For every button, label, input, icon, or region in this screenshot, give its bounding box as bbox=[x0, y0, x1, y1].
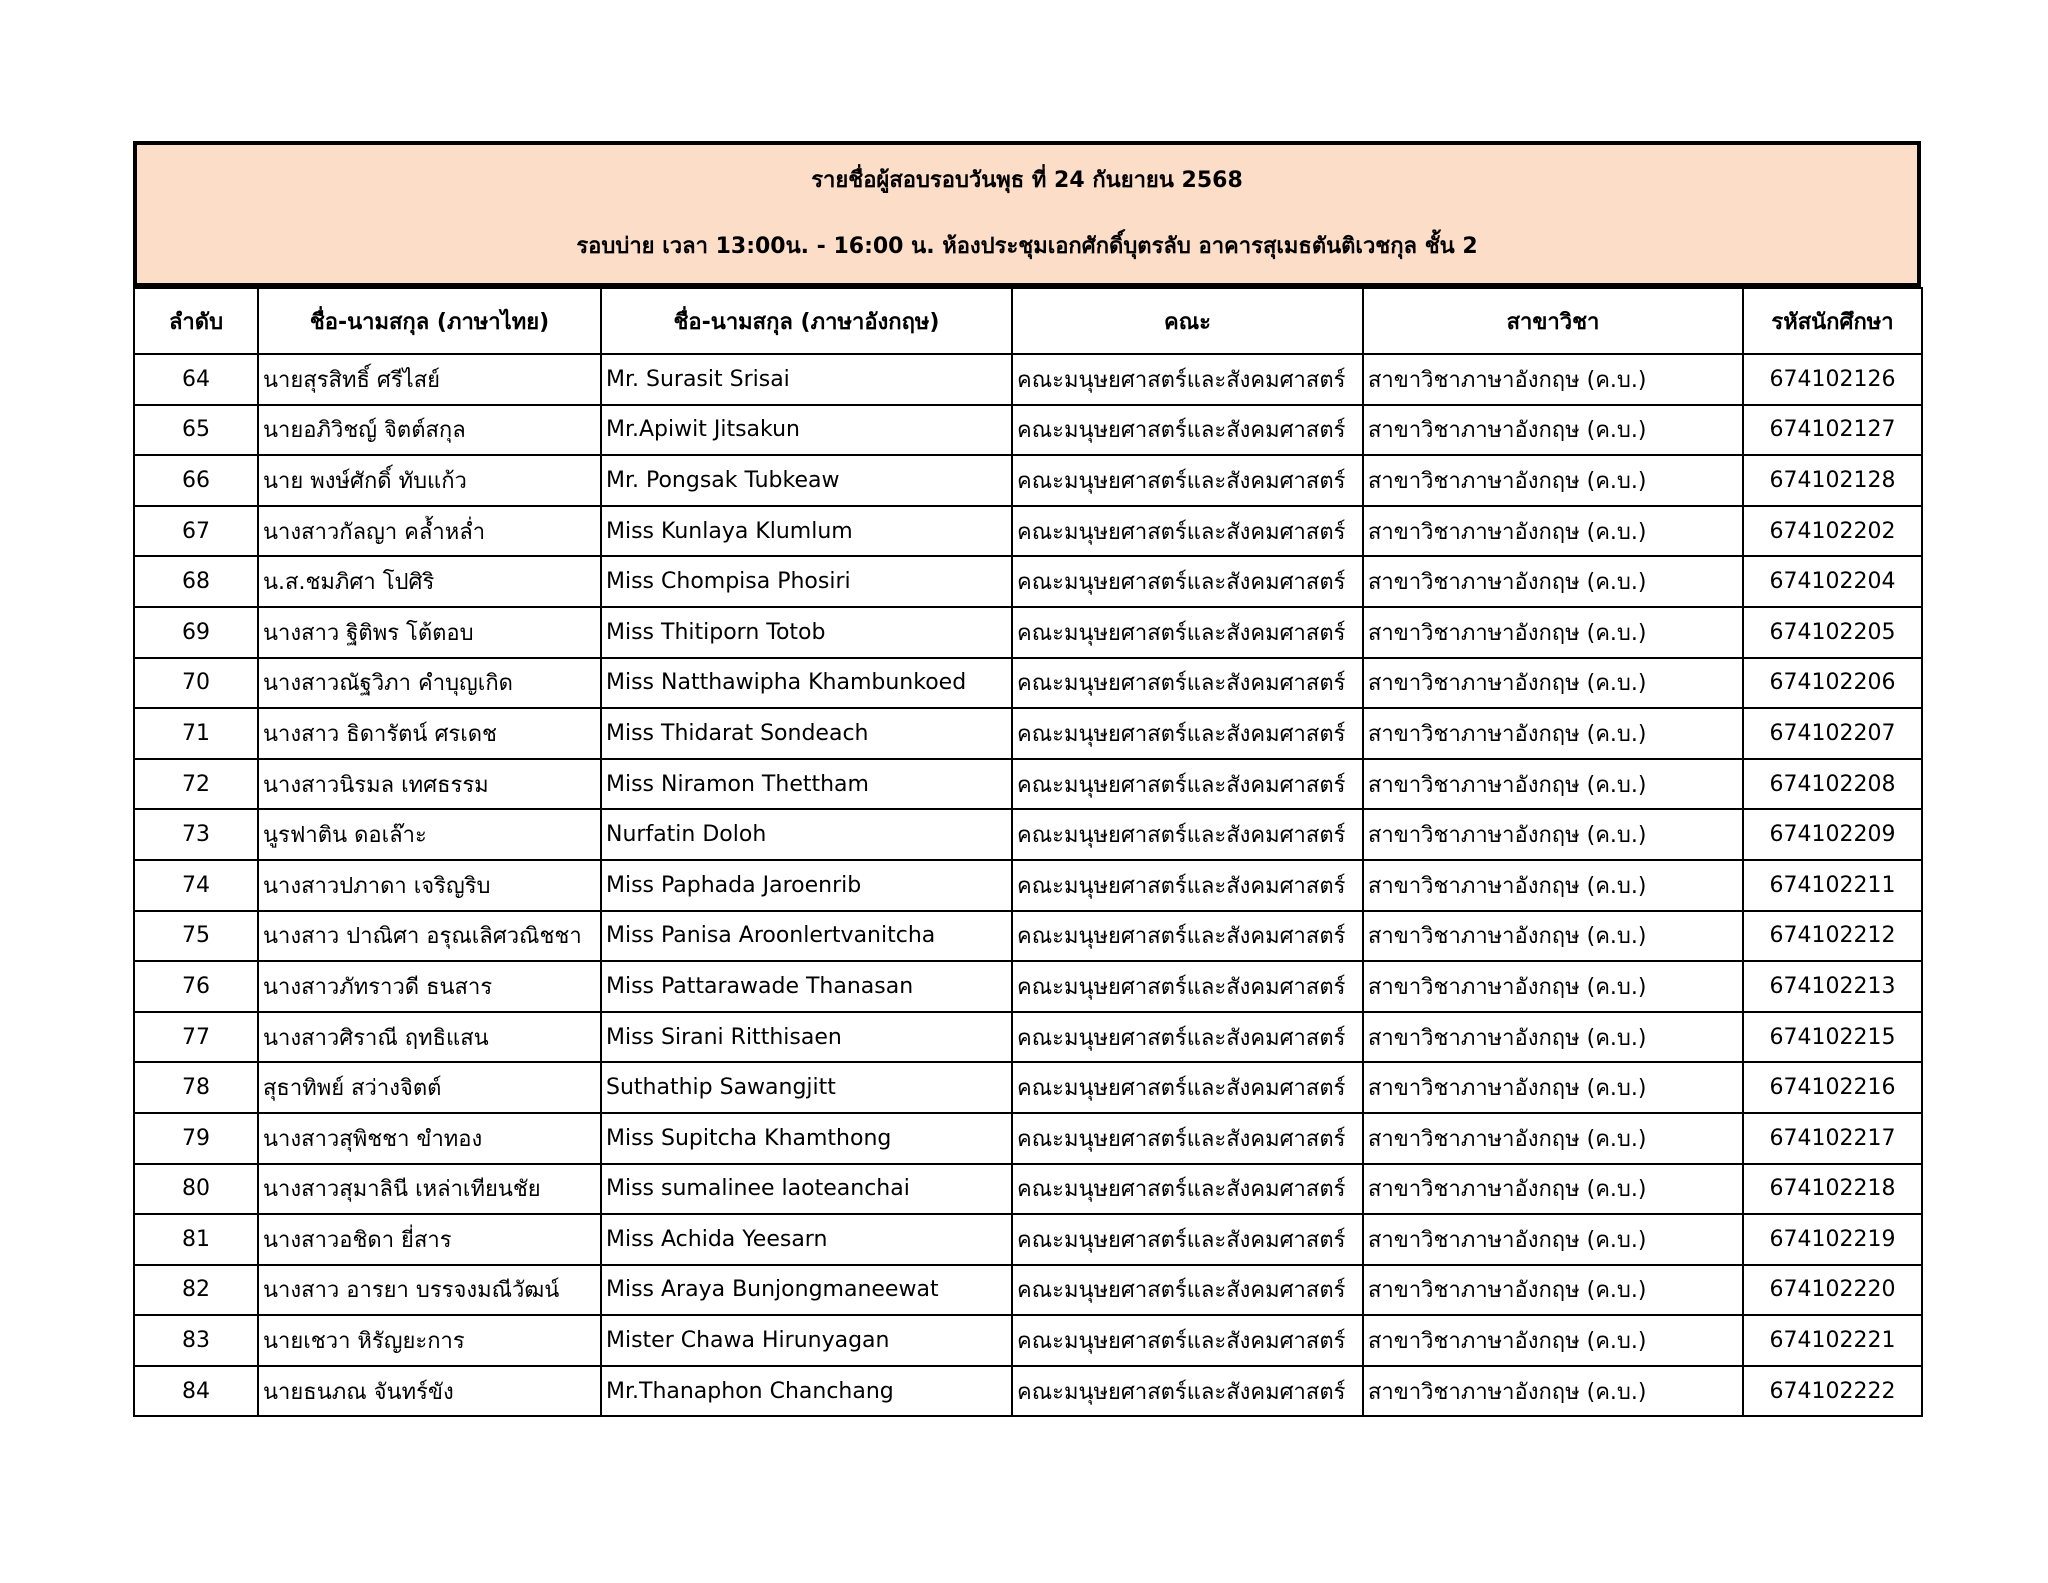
student-name-thai: สุธาทิพย์ สว่างจิตต์ bbox=[258, 1062, 601, 1113]
major-cell: สาขาวิชาภาษาอังกฤษ (ค.บ.) bbox=[1363, 1012, 1743, 1063]
student-id-cell: 674102206 bbox=[1743, 658, 1922, 709]
student-name-english: Miss sumalinee laoteanchai bbox=[601, 1164, 1012, 1215]
column-header-number: ลำดับ bbox=[134, 288, 258, 354]
student-id-cell: 674102221 bbox=[1743, 1315, 1922, 1366]
student-id-cell: 674102220 bbox=[1743, 1265, 1922, 1316]
column-header-name-english: ชื่อ-นามสกุล (ภาษาอังกฤษ) bbox=[601, 288, 1012, 354]
major-cell: สาขาวิชาภาษาอังกฤษ (ค.บ.) bbox=[1363, 1315, 1743, 1366]
student-id-cell: 674102218 bbox=[1743, 1164, 1922, 1215]
student-name-thai: นายสุรสิทธิ์ ศรีไสย์ bbox=[258, 354, 601, 405]
student-name-thai: นางสาว อารยา บรรจงมณีวัฒน์ bbox=[258, 1265, 601, 1316]
student-name-thai: นางสาวศิราณี ฤทธิแสน bbox=[258, 1012, 601, 1063]
row-number: 69 bbox=[134, 607, 258, 658]
faculty-cell: คณะมนุษยศาสตร์และสังคมศาสตร์ bbox=[1012, 1265, 1363, 1316]
student-name-thai: นางสาวสุมาลินี เหล่าเทียนชัย bbox=[258, 1164, 601, 1215]
student-name-thai: นางสาวภัทราวดี ธนสาร bbox=[258, 961, 601, 1012]
row-number: 67 bbox=[134, 506, 258, 557]
student-id-cell: 674102219 bbox=[1743, 1214, 1922, 1265]
row-number: 80 bbox=[134, 1164, 258, 1215]
student-name-english: Miss Niramon Thettham bbox=[601, 759, 1012, 810]
faculty-cell: คณะมนุษยศาสตร์และสังคมศาสตร์ bbox=[1012, 961, 1363, 1012]
table-row bbox=[134, 1164, 1922, 1215]
faculty-cell: คณะมนุษยศาสตร์และสังคมศาสตร์ bbox=[1012, 1062, 1363, 1113]
student-name-english: Miss Thidarat Sondeach bbox=[601, 708, 1012, 759]
table-row bbox=[134, 506, 1922, 557]
row-number: 82 bbox=[134, 1265, 258, 1316]
major-cell: สาขาวิชาภาษาอังกฤษ (ค.บ.) bbox=[1363, 556, 1743, 607]
student-name-english: Miss Paphada Jaroenrib bbox=[601, 860, 1012, 911]
major-cell: สาขาวิชาภาษาอังกฤษ (ค.บ.) bbox=[1363, 405, 1743, 456]
session-subtitle: รอบบ่าย เวลา 13:00น. - 16:00 น. ห้องประชุมเอกศักดิ์บุตรลับ อาคารสุเมธตันติเวชกุล ชั้น 2 bbox=[576, 234, 1478, 259]
faculty-cell: คณะมนุษยศาสตร์และสังคมศาสตร์ bbox=[1012, 607, 1363, 658]
student-name-english: Mr.Apiwit Jitsakun bbox=[601, 405, 1012, 456]
student-name-thai: นางสาวสุพิชชา ขำทอง bbox=[258, 1113, 601, 1164]
student-name-english: Miss Natthawipha Khambunkoed bbox=[601, 658, 1012, 709]
student-name-thai: นางสาวนิรมล เทศธรรม bbox=[258, 759, 601, 810]
faculty-cell: คณะมนุษยศาสตร์และสังคมศาสตร์ bbox=[1012, 1113, 1363, 1164]
student-id-cell: 674102127 bbox=[1743, 405, 1922, 456]
table-row bbox=[134, 1315, 1922, 1366]
student-name-english: Mr.Thanaphon Chanchang bbox=[601, 1366, 1012, 1417]
table-row bbox=[134, 961, 1922, 1012]
student-name-thai: นางสาวกัลญา คล้ำหล่ำ bbox=[258, 506, 601, 557]
student-name-english: Mr. Pongsak Tubkeaw bbox=[601, 455, 1012, 506]
table-row bbox=[134, 1062, 1922, 1113]
student-id-cell: 674102204 bbox=[1743, 556, 1922, 607]
table-header-row bbox=[134, 288, 1922, 354]
faculty-cell: คณะมนุษยศาสตร์และสังคมศาสตร์ bbox=[1012, 1315, 1363, 1366]
column-header-faculty: คณะ bbox=[1012, 288, 1363, 354]
student-name-thai: นายเชวา หิรัญยะการ bbox=[258, 1315, 601, 1366]
table-row bbox=[134, 354, 1922, 405]
table-row bbox=[134, 911, 1922, 962]
student-id-cell: 674102216 bbox=[1743, 1062, 1922, 1113]
row-number: 65 bbox=[134, 405, 258, 456]
row-number: 70 bbox=[134, 658, 258, 709]
faculty-cell: คณะมนุษยศาสตร์และสังคมศาสตร์ bbox=[1012, 506, 1363, 557]
major-cell: สาขาวิชาภาษาอังกฤษ (ค.บ.) bbox=[1363, 961, 1743, 1012]
student-id-cell: 674102207 bbox=[1743, 708, 1922, 759]
student-name-thai: นางสาวอชิดา ยี่สาร bbox=[258, 1214, 601, 1265]
column-header-name-thai: ชื่อ-นามสกุล (ภาษาไทย) bbox=[258, 288, 601, 354]
student-name-english: Miss Thitiporn Totob bbox=[601, 607, 1012, 658]
major-cell: สาขาวิชาภาษาอังกฤษ (ค.บ.) bbox=[1363, 354, 1743, 405]
table-row bbox=[134, 1113, 1922, 1164]
table-row bbox=[134, 658, 1922, 709]
table-row bbox=[134, 809, 1922, 860]
major-cell: สาขาวิชาภาษาอังกฤษ (ค.บ.) bbox=[1363, 759, 1743, 810]
faculty-cell: คณะมนุษยศาสตร์และสังคมศาสตร์ bbox=[1012, 809, 1363, 860]
faculty-cell: คณะมนุษยศาสตร์และสังคมศาสตร์ bbox=[1012, 860, 1363, 911]
row-number: 83 bbox=[134, 1315, 258, 1366]
student-name-thai: น.ส.ชมภิศา โปศิริ bbox=[258, 556, 601, 607]
major-cell: สาขาวิชาภาษาอังกฤษ (ค.บ.) bbox=[1363, 607, 1743, 658]
student-name-english: Miss Pattarawade Thanasan bbox=[601, 961, 1012, 1012]
student-id-cell: 674102209 bbox=[1743, 809, 1922, 860]
exam-roster-sheet bbox=[133, 141, 1921, 1417]
major-cell: สาขาวิชาภาษาอังกฤษ (ค.บ.) bbox=[1363, 911, 1743, 962]
faculty-cell: คณะมนุษยศาสตร์และสังคมศาสตร์ bbox=[1012, 1366, 1363, 1417]
table-row bbox=[134, 759, 1922, 810]
row-number: 66 bbox=[134, 455, 258, 506]
student-name-english: Miss Supitcha Khamthong bbox=[601, 1113, 1012, 1164]
table-row bbox=[134, 556, 1922, 607]
major-cell: สาขาวิชาภาษาอังกฤษ (ค.บ.) bbox=[1363, 809, 1743, 860]
row-number: 75 bbox=[134, 911, 258, 962]
student-name-english: Suthathip Sawangjitt bbox=[601, 1062, 1012, 1113]
student-name-english: Miss Kunlaya Klumlum bbox=[601, 506, 1012, 557]
table-row bbox=[134, 607, 1922, 658]
student-id-cell: 674102212 bbox=[1743, 911, 1922, 962]
student-id-cell: 674102222 bbox=[1743, 1366, 1922, 1417]
major-cell: สาขาวิชาภาษาอังกฤษ (ค.บ.) bbox=[1363, 506, 1743, 557]
student-name-english: Mister Chawa Hirunyagan bbox=[601, 1315, 1012, 1366]
table-row bbox=[134, 1366, 1922, 1417]
faculty-cell: คณะมนุษยศาสตร์และสังคมศาสตร์ bbox=[1012, 1164, 1363, 1215]
student-name-english: Miss Sirani Ritthisaen bbox=[601, 1012, 1012, 1063]
major-cell: สาขาวิชาภาษาอังกฤษ (ค.บ.) bbox=[1363, 1164, 1743, 1215]
student-name-thai: นางสาวณัฐวิภา คำบุญเกิด bbox=[258, 658, 601, 709]
row-number: 78 bbox=[134, 1062, 258, 1113]
major-cell: สาขาวิชาภาษาอังกฤษ (ค.บ.) bbox=[1363, 860, 1743, 911]
student-id-cell: 674102213 bbox=[1743, 961, 1922, 1012]
row-number: 71 bbox=[134, 708, 258, 759]
student-id-cell: 674102208 bbox=[1743, 759, 1922, 810]
faculty-cell: คณะมนุษยศาสตร์และสังคมศาสตร์ bbox=[1012, 911, 1363, 962]
student-name-thai: นายอภิวิชญ์ จิตต์สกุล bbox=[258, 405, 601, 456]
major-cell: สาขาวิชาภาษาอังกฤษ (ค.บ.) bbox=[1363, 708, 1743, 759]
student-id-cell: 674102215 bbox=[1743, 1012, 1922, 1063]
student-id-cell: 674102202 bbox=[1743, 506, 1922, 557]
faculty-cell: คณะมนุษยศาสตร์และสังคมศาสตร์ bbox=[1012, 556, 1363, 607]
row-number: 68 bbox=[134, 556, 258, 607]
column-header-student-id: รหัสนักศึกษา bbox=[1743, 288, 1922, 354]
major-cell: สาขาวิชาภาษาอังกฤษ (ค.บ.) bbox=[1363, 658, 1743, 709]
row-number: 77 bbox=[134, 1012, 258, 1063]
row-number: 72 bbox=[134, 759, 258, 810]
major-cell: สาขาวิชาภาษาอังกฤษ (ค.บ.) bbox=[1363, 1366, 1743, 1417]
student-name-thai: นางสาว ธิดารัตน์ ศรเดช bbox=[258, 708, 601, 759]
faculty-cell: คณะมนุษยศาสตร์และสังคมศาสตร์ bbox=[1012, 405, 1363, 456]
table-row bbox=[134, 455, 1922, 506]
faculty-cell: คณะมนุษยศาสตร์และสังคมศาสตร์ bbox=[1012, 1012, 1363, 1063]
row-number: 79 bbox=[134, 1113, 258, 1164]
page-title: รายชื่อผู้สอบรอบวันพุธ ที่ 24 กันยายน 2568 bbox=[811, 168, 1243, 193]
student-name-english: Nurfatin Doloh bbox=[601, 809, 1012, 860]
major-cell: สาขาวิชาภาษาอังกฤษ (ค.บ.) bbox=[1363, 1113, 1743, 1164]
faculty-cell: คณะมนุษยศาสตร์และสังคมศาสตร์ bbox=[1012, 455, 1363, 506]
faculty-cell: คณะมนุษยศาสตร์และสังคมศาสตร์ bbox=[1012, 708, 1363, 759]
table-row bbox=[134, 1265, 1922, 1316]
row-number: 84 bbox=[134, 1366, 258, 1417]
student-name-english: Mr. Surasit Srisai bbox=[601, 354, 1012, 405]
student-id-cell: 674102217 bbox=[1743, 1113, 1922, 1164]
table-row bbox=[134, 708, 1922, 759]
student-name-english: Miss Achida Yeesarn bbox=[601, 1214, 1012, 1265]
table-row bbox=[134, 1214, 1922, 1265]
student-id-cell: 674102128 bbox=[1743, 455, 1922, 506]
student-name-thai: นางสาว ปาณิศา อรุณเลิศวณิชชา bbox=[258, 911, 601, 962]
student-name-english: Miss Chompisa Phosiri bbox=[601, 556, 1012, 607]
table-row bbox=[134, 405, 1922, 456]
student-name-english: Miss Araya Bunjongmaneewat bbox=[601, 1265, 1012, 1316]
table-row bbox=[134, 860, 1922, 911]
table-body bbox=[134, 354, 1922, 1416]
student-name-english: Miss Panisa Aroonlertvanitcha bbox=[601, 911, 1012, 962]
major-cell: สาขาวิชาภาษาอังกฤษ (ค.บ.) bbox=[1363, 455, 1743, 506]
row-number: 74 bbox=[134, 860, 258, 911]
row-number: 64 bbox=[134, 354, 258, 405]
title-banner bbox=[133, 141, 1921, 287]
column-header-major: สาขาวิชา bbox=[1363, 288, 1743, 354]
row-number: 73 bbox=[134, 809, 258, 860]
faculty-cell: คณะมนุษยศาสตร์และสังคมศาสตร์ bbox=[1012, 759, 1363, 810]
student-name-thai: นาย พงษ์ศักดิ์ ทับแก้ว bbox=[258, 455, 601, 506]
student-name-thai: นายธนภณ จันทร์ขัง bbox=[258, 1366, 601, 1417]
row-number: 81 bbox=[134, 1214, 258, 1265]
student-name-thai: นางสาวปภาดา เจริญริบ bbox=[258, 860, 601, 911]
student-name-thai: นูรฟาติน ดอเล๊าะ bbox=[258, 809, 601, 860]
faculty-cell: คณะมนุษยศาสตร์และสังคมศาสตร์ bbox=[1012, 658, 1363, 709]
student-id-cell: 674102205 bbox=[1743, 607, 1922, 658]
student-id-cell: 674102126 bbox=[1743, 354, 1922, 405]
student-id-cell: 674102211 bbox=[1743, 860, 1922, 911]
major-cell: สาขาวิชาภาษาอังกฤษ (ค.บ.) bbox=[1363, 1062, 1743, 1113]
student-name-thai: นางสาว ฐิติพร โต้ตอบ bbox=[258, 607, 601, 658]
major-cell: สาขาวิชาภาษาอังกฤษ (ค.บ.) bbox=[1363, 1214, 1743, 1265]
student-table bbox=[133, 287, 1923, 1417]
row-number: 76 bbox=[134, 961, 258, 1012]
table-row bbox=[134, 1012, 1922, 1063]
faculty-cell: คณะมนุษยศาสตร์และสังคมศาสตร์ bbox=[1012, 1214, 1363, 1265]
faculty-cell: คณะมนุษยศาสตร์และสังคมศาสตร์ bbox=[1012, 354, 1363, 405]
major-cell: สาขาวิชาภาษาอังกฤษ (ค.บ.) bbox=[1363, 1265, 1743, 1316]
